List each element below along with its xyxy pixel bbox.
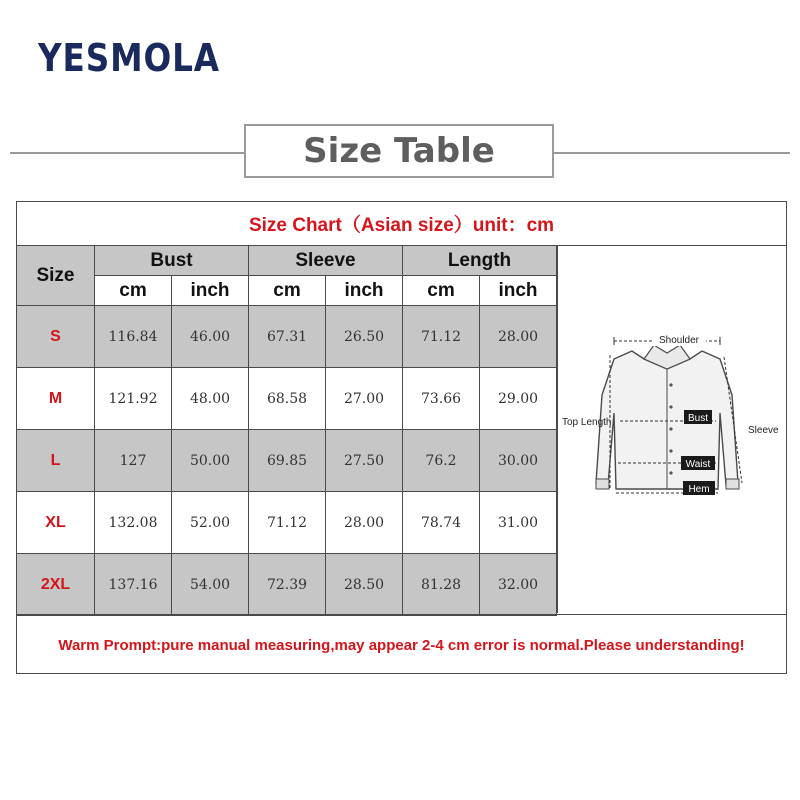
unit-header: inch bbox=[480, 276, 557, 306]
sleeve-label: Sleeve bbox=[748, 425, 779, 436]
measurement-note: Warm Prompt:pure manual measuring,may appear 2-4 cm error is normal.Please understanding! bbox=[17, 614, 786, 675]
size-label: XL bbox=[17, 492, 95, 554]
length-cm-cell: 71.12 bbox=[403, 306, 480, 368]
size-label: S bbox=[17, 306, 95, 368]
page-title: Size Table bbox=[303, 131, 495, 171]
bust-cm-cell: 116.84 bbox=[95, 306, 172, 368]
top-length-label: Top Length bbox=[562, 417, 612, 428]
table-row bbox=[17, 306, 634, 368]
length-inch-cell: 31.00 bbox=[480, 492, 557, 554]
size-chart-sheet bbox=[16, 201, 787, 674]
length-cm-cell: 78.74 bbox=[403, 492, 480, 554]
length-cm-cell: 81.28 bbox=[403, 554, 480, 616]
bust-label: Bust bbox=[687, 413, 709, 424]
sleeve-inch-cell: 28.00 bbox=[326, 492, 403, 554]
unit-header: inch bbox=[326, 276, 403, 306]
hem-label: Hem bbox=[688, 484, 710, 495]
unit-header: cm bbox=[403, 276, 480, 306]
sleeve-inch-cell: 27.00 bbox=[326, 368, 403, 430]
size-column-header: Size bbox=[17, 246, 95, 306]
size-label: M bbox=[17, 368, 95, 430]
unit-header: cm bbox=[249, 276, 326, 306]
sleeve-cm-cell: 72.39 bbox=[249, 554, 326, 616]
bust-cm-cell: 132.08 bbox=[95, 492, 172, 554]
bust-cm-cell: 121.92 bbox=[95, 368, 172, 430]
length-cm-cell: 76.2 bbox=[403, 430, 480, 492]
sleeve-header: Sleeve bbox=[249, 246, 403, 276]
size-table bbox=[16, 245, 634, 616]
size-label: L bbox=[17, 430, 95, 492]
shirt-illustration bbox=[558, 245, 787, 613]
table-row bbox=[17, 368, 634, 430]
table-row bbox=[17, 492, 634, 554]
title-box bbox=[244, 124, 554, 178]
sleeve-cm-cell: 71.12 bbox=[249, 492, 326, 554]
bust-inch-cell: 52.00 bbox=[172, 492, 249, 554]
length-inch-cell: 32.00 bbox=[480, 554, 557, 616]
bust-inch-cell: 54.00 bbox=[172, 554, 249, 616]
table-row bbox=[17, 430, 634, 492]
bust-cm-cell: 137.16 bbox=[95, 554, 172, 616]
bust-inch-cell: 46.00 bbox=[172, 306, 249, 368]
sleeve-cm-cell: 67.31 bbox=[249, 306, 326, 368]
garment-measurement-diagram bbox=[557, 245, 787, 613]
length-inch-cell: 29.00 bbox=[480, 368, 557, 430]
title-divider-right bbox=[554, 152, 790, 154]
sleeve-inch-cell: 28.50 bbox=[326, 554, 403, 616]
bust-inch-cell: 48.00 bbox=[172, 368, 249, 430]
shoulder-label: Shoulder bbox=[658, 335, 700, 346]
length-cm-cell: 73.66 bbox=[403, 368, 480, 430]
size-label: 2XL bbox=[17, 554, 95, 616]
sleeve-inch-cell: 26.50 bbox=[326, 306, 403, 368]
table-row bbox=[17, 554, 634, 616]
length-inch-cell: 30.00 bbox=[480, 430, 557, 492]
sleeve-cm-cell: 69.85 bbox=[249, 430, 326, 492]
waist-label: Waist bbox=[685, 459, 711, 470]
unit-header: cm bbox=[95, 276, 172, 306]
bust-cm-cell: 127 bbox=[95, 430, 172, 492]
bust-inch-cell: 50.00 bbox=[172, 430, 249, 492]
unit-header: inch bbox=[172, 276, 249, 306]
chart-heading: Size Chart（Asian size）unit：cm bbox=[17, 202, 786, 246]
bust-header: Bust bbox=[95, 246, 249, 276]
sleeve-cm-cell: 68.58 bbox=[249, 368, 326, 430]
brand-logo: YESMOLA bbox=[38, 36, 220, 80]
length-header: Length bbox=[403, 246, 557, 276]
length-inch-cell: 28.00 bbox=[480, 306, 557, 368]
title-divider-left bbox=[10, 152, 246, 154]
sleeve-inch-cell: 27.50 bbox=[326, 430, 403, 492]
